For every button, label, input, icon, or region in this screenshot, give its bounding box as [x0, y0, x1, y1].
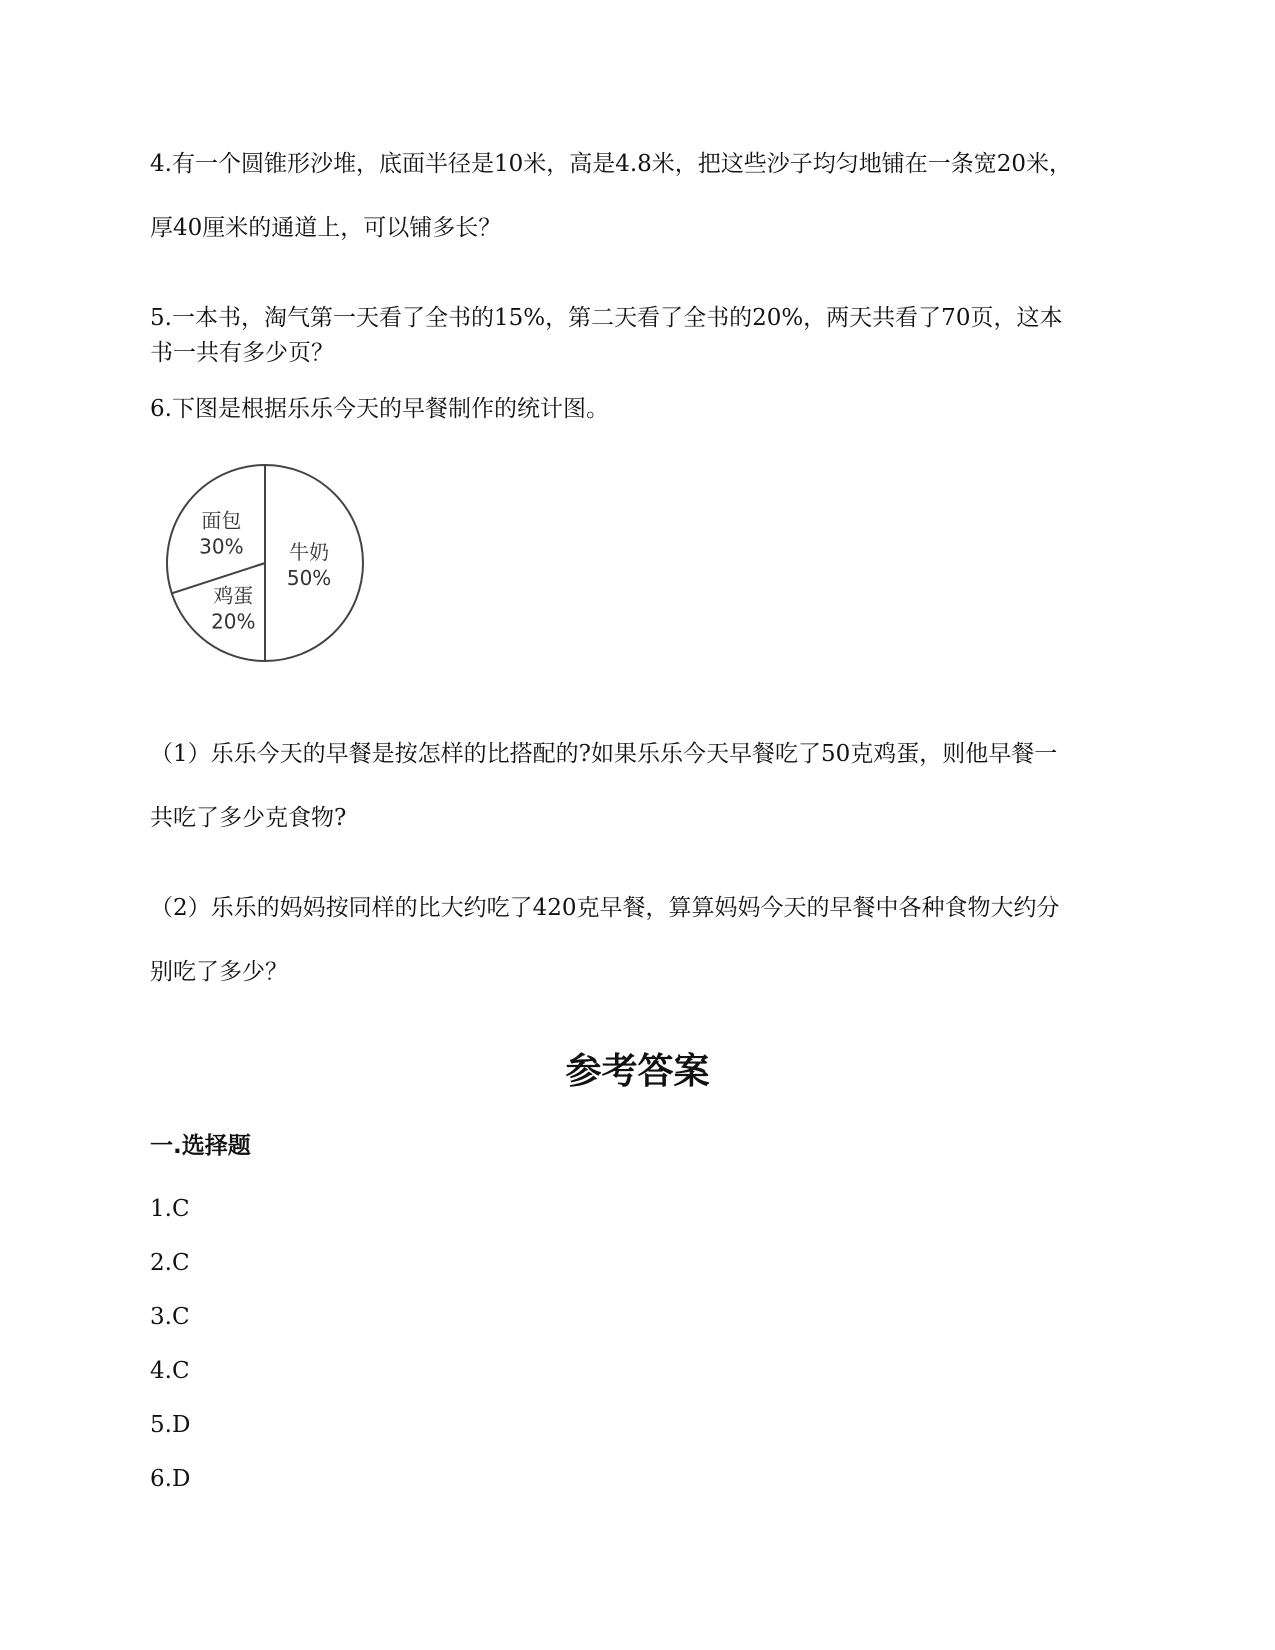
- answer-title: 参考答案: [565, 1051, 710, 1092]
- q5-line1: 5.一本书，淘气第一天看了全书的15%，第二天看了全书的20%，两天共看了70页，这本: [150, 305, 1063, 331]
- answer-item: 5.D: [150, 1412, 191, 1438]
- answer-item: 4.C: [150, 1358, 190, 1384]
- answer-item: 1.C: [150, 1196, 190, 1222]
- pie-slice-name: 牛奶: [289, 540, 330, 564]
- q6-sub2-line1: （2）乐乐的妈妈按同样的比大约吃了420克早餐，算算妈妈今天的早餐中各种食物大约分: [150, 895, 1060, 921]
- answer-item: 2.C: [150, 1250, 190, 1276]
- pie-slice-value-label: 50%: [286, 566, 332, 590]
- breakfast-pie-chart: [150, 455, 380, 670]
- pie-slice-name: 鸡蛋: [213, 583, 254, 608]
- q6-sub1-line1: （1）乐乐今天的早餐是按怎样的比搭配的?如果乐乐今天早餐吃了50克鸡蛋，则他早餐一: [150, 741, 1058, 767]
- q6-sub2-line2: 别吃了多少？: [150, 959, 288, 985]
- q6-sub1-line2: 共吃了多少克食物?: [150, 805, 347, 831]
- pie-slice-value-label: 20%: [211, 609, 256, 634]
- q4-line2: 厚40厘米的通道上，可以铺多长？: [150, 215, 502, 241]
- pie-slice-value-label: 30%: [199, 534, 244, 559]
- answer-item: 3.C: [150, 1304, 190, 1330]
- answer-item: 6.D: [150, 1466, 191, 1492]
- pie-slices: [167, 465, 363, 661]
- q5-line2: 书一共有多少页？: [150, 340, 334, 366]
- section-title-choice: 一.选择题: [150, 1133, 251, 1159]
- q4-line1: 4.有一个圆锥形沙堆，底面半径是10米，高是4.8米，把这些沙子均匀地铺在一条宽20米，: [150, 151, 1073, 177]
- pie-slice-name: 面包: [201, 508, 242, 533]
- q6-intro: 6.下图是根据乐乐今天的早餐制作的统计图。: [150, 396, 609, 422]
